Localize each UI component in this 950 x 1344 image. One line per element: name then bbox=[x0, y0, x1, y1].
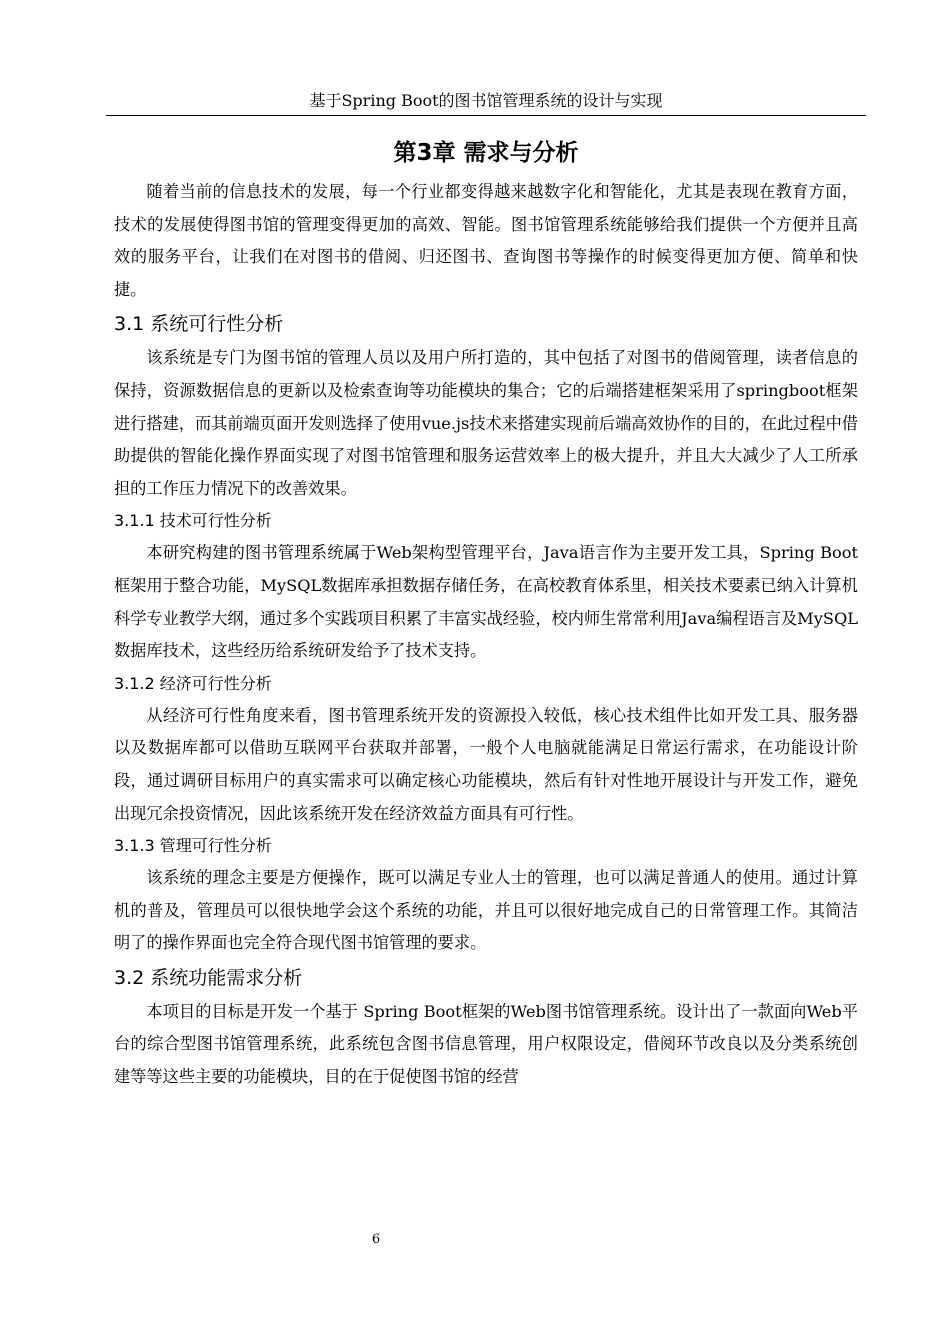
section-3-1-2-heading: 3.1.2 经济可行性分析 bbox=[114, 673, 272, 693]
section-3-1-paragraph: 该系统是专门为图书馆的管理人员以及用户所打造的，其中包括了对图书的借阅管理，读者信息的保持，资源数据信息的更新以及检索查询等功能模块的集合；它的后端搭建框架采用了springboot框架进行搭建，而其前端页面开发则选择了使用vue.js技术来搭建实现前后端高效协作的目的，在此过程中借助提供的智能化操作界面实现了对图书馆管理和服务运营效率上的极大提升，并且大大减少了人工所承担的工作压力情况下的改善效果。 bbox=[114, 348, 858, 498]
section-3-1-heading: 3.1 系统可行性分析 bbox=[114, 313, 284, 336]
page-body bbox=[114, 176, 858, 1094]
section-3-1-3-paragraph: 该系统的理念主要是方便操作，既可以满足专业人士的管理，也可以满足普通人的使用。通过计算机的普及，管理员可以很快地学会这个系统的功能，并且可以很好地完成自己的日常管理工作。其简洁明了的操作界面也完全符合现代图书馆管理的要求。 bbox=[114, 868, 858, 953]
section-3-2-paragraph: 本项目的目标是开发一个基于 Spring Boot框架的Web图书馆管理系统。设计出了一款面向Web平台的综合型图书馆管理系统，此系统包含图书信息管理，用户权限设定，借阅环节改良以及分类系统创建等等这些主要的功能模块，目的在于促使图书馆的经营 bbox=[114, 1001, 858, 1087]
chapter-title: 第3章 需求与分析 bbox=[393, 140, 579, 166]
section-3-2-heading: 3.2 系统功能需求分析 bbox=[114, 966, 303, 989]
section-3-1-3-heading: 3.1.3 管理可行性分析 bbox=[114, 836, 272, 856]
header-divider bbox=[106, 115, 866, 116]
section-3-1-2-paragraph: 从经济可行性角度来看，图书管理系统开发的资源投入较低，核心技术组件比如开发工具、服务器以及数据库都可以借助互联网平台获取并部署，一般个人电脑就能满足日常运行需求，在功能设计阶段，通过调研目标用户的真实需求可以确定核心功能模块，然后有针对性地开展设计与开发工作，避免出现冗余投资情况，因此该系统开发在经济效益方面具有可行性。 bbox=[114, 705, 858, 823]
page-number: 6 bbox=[371, 1232, 381, 1247]
section-3-1-1-heading: 3.1.1 技术可行性分析 bbox=[114, 511, 272, 531]
chapter-intro-paragraph: 随着当前的信息技术的发展，每一个行业都变得越来越数字化和智能化，尤其是表现在教育方面，技术的发展使得图书馆的管理变得更加的高效、智能。图书馆管理系统能够给我们提供一个方便并且高效的服务平台，让我们在对图书的借阅、归还图书、查询图书等操作的时候变得更加方便、简单和快捷。 bbox=[114, 182, 858, 299]
running-header: 基于Spring Boot的图书馆管理系统的设计与实现 bbox=[309, 91, 663, 110]
section-3-1-1-paragraph: 本研究构建的图书管理系统属于Web架构型管理平台，Java语言作为主要开发工具，Spring Boot框架用于整合功能，MySQL数据库承担数据存储任务，在高校教育体系里，相关技术要素已纳入计算机科学专业教学大纲，通过多个实践项目积累了丰富实战经验，校内师生常常利用Java编程语言及MySQL数据库技术，这些经历给系统研发给予了技术支持。 bbox=[114, 543, 858, 661]
